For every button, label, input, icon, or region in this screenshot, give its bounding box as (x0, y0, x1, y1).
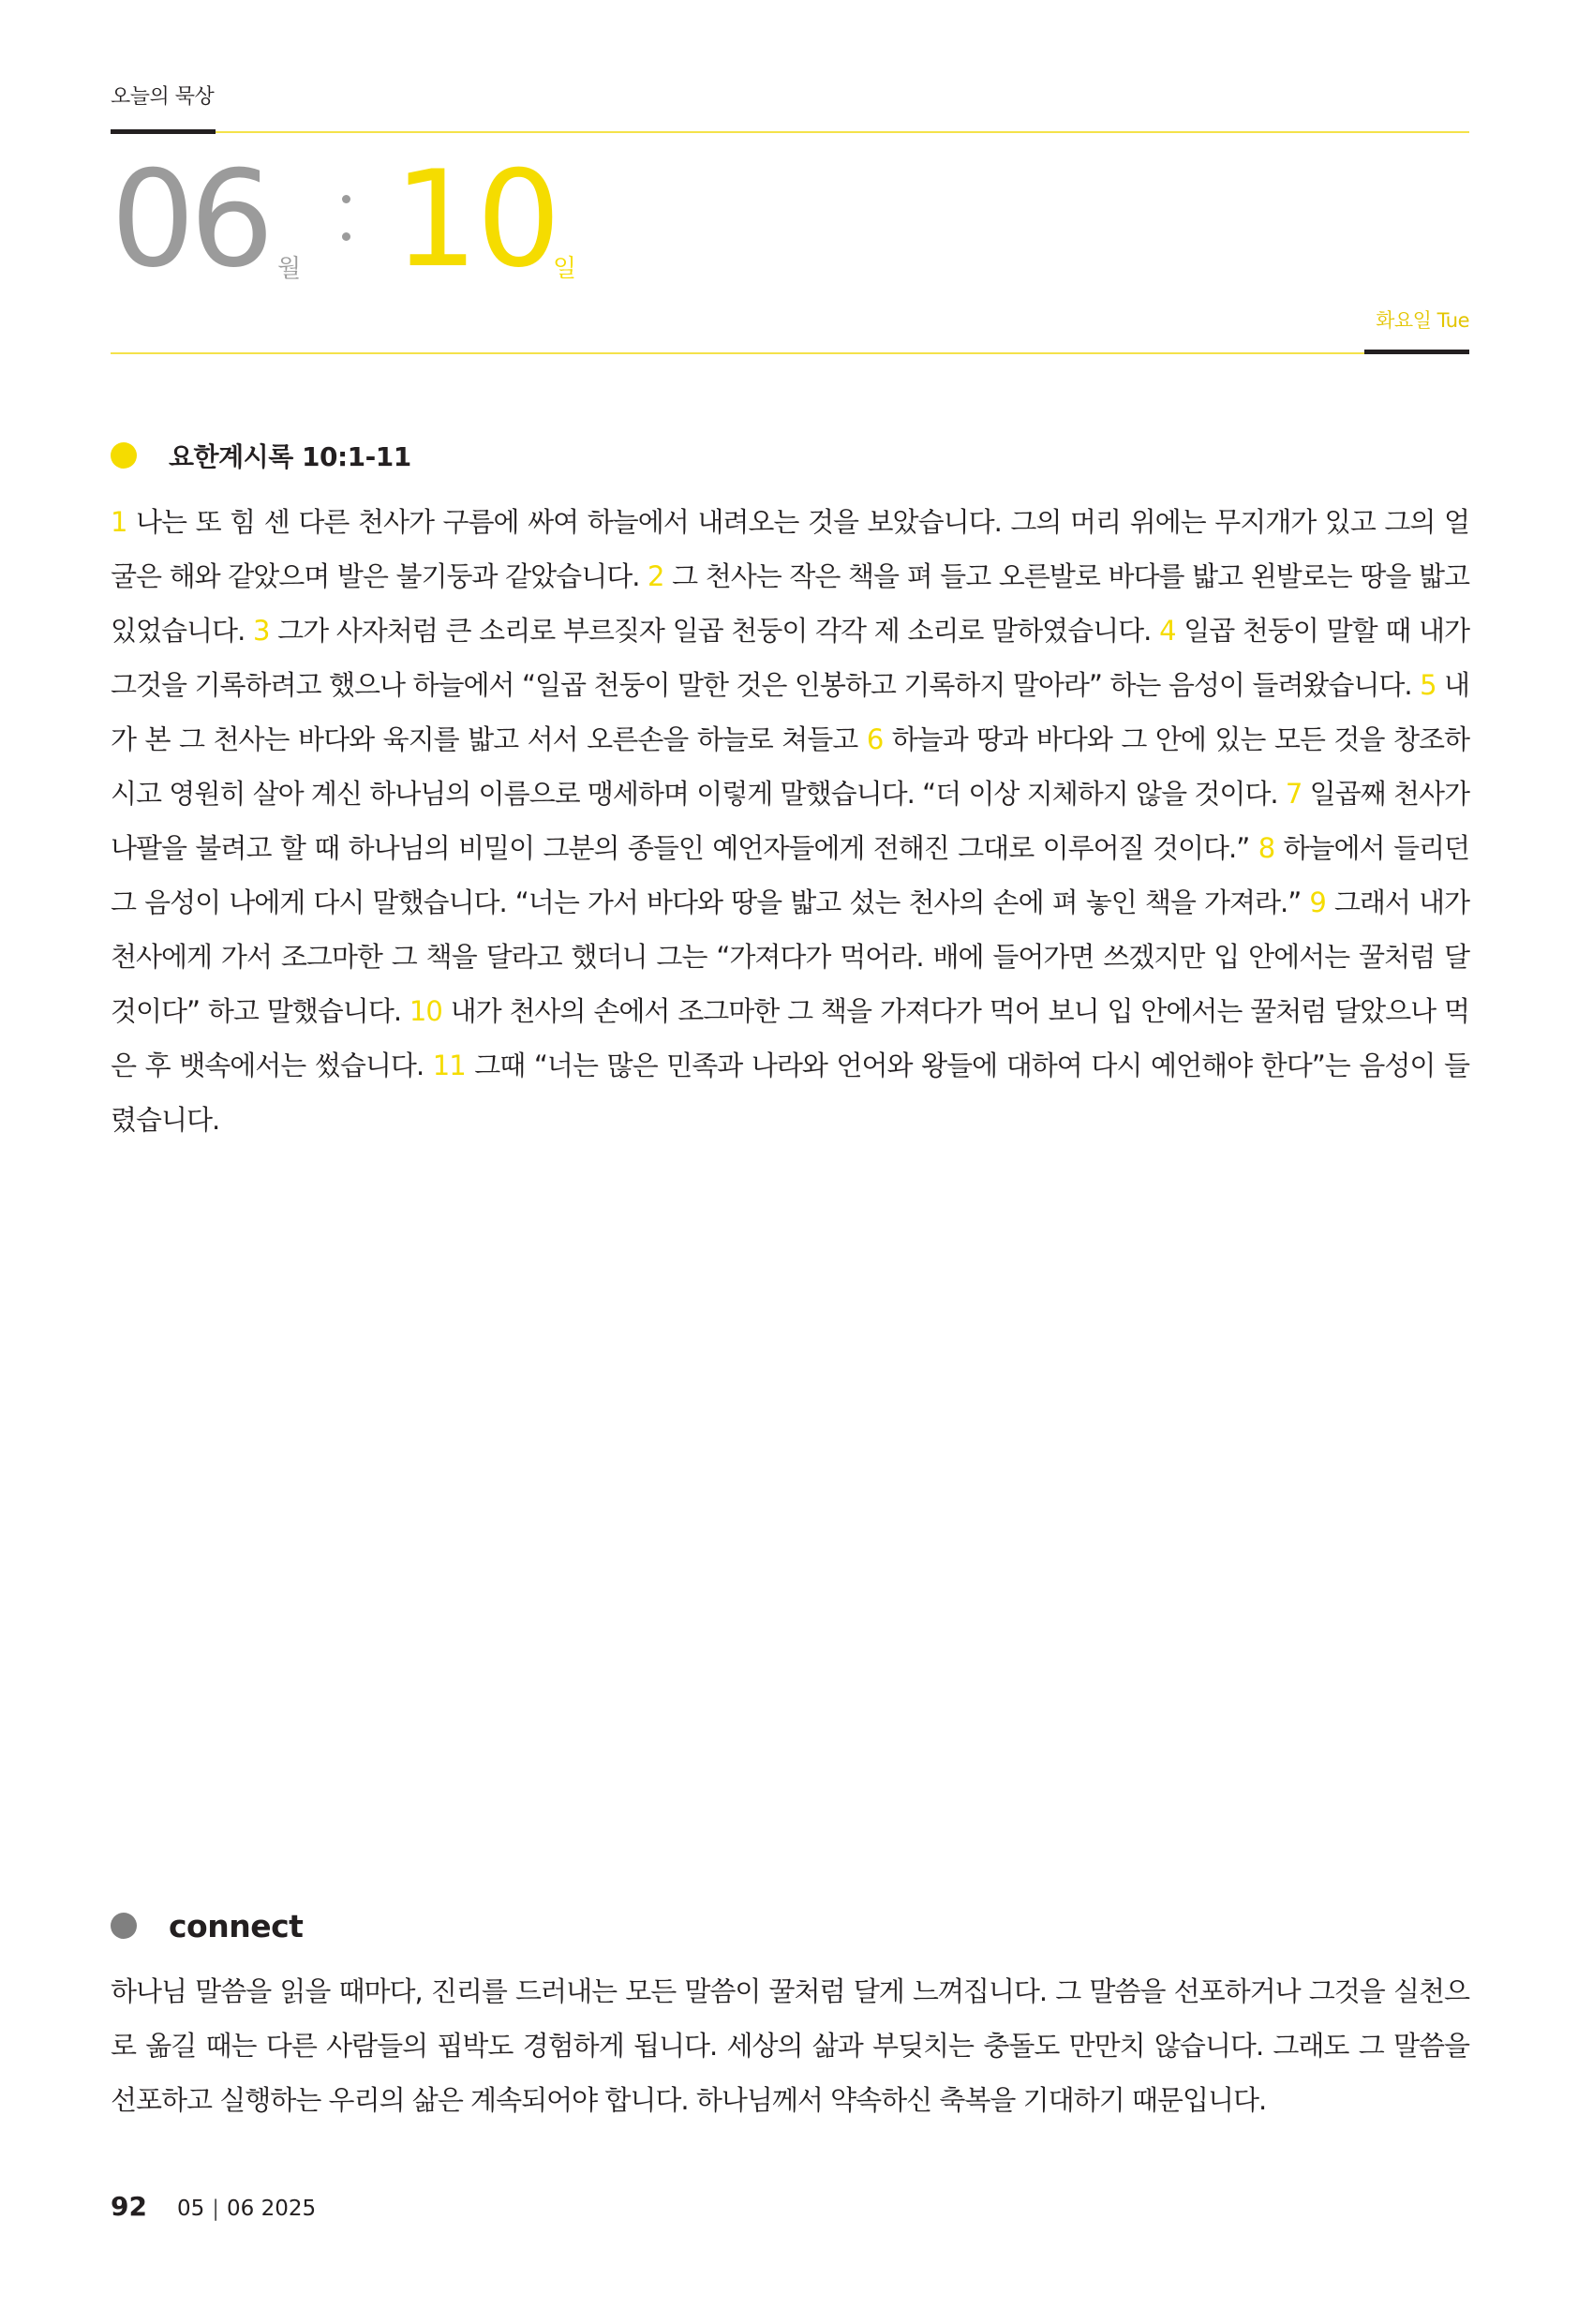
verse-number: 4 (1159, 615, 1176, 647)
bullet-dot-icon (111, 442, 137, 469)
verse-number: 3 (252, 615, 270, 647)
verse-text: 일곱 천둥이 말할 때 내가 그것을 기록하려고 했으나 하늘에서 “일곱 천둥이 말한 것은 인봉하고 기록하지 말아라” 하는 음성이 들려왔습니다. (111, 615, 1470, 701)
scripture-passage (111, 495, 1469, 1147)
header-rule (111, 131, 1469, 133)
day-number: 10 (394, 142, 559, 297)
verse-number: 11 (432, 1050, 466, 1081)
verse-text: 나는 또 힘 센 다른 천사가 구름에 싸여 하늘에서 내려오는 것을 보았습니다. 그의 머리 위에는 무지개가 있고 그의 얼굴은 해와 같았으며 발은 불기둥과 같았습니다. (111, 506, 1469, 592)
issue-info (177, 2197, 316, 2221)
verse-number: 1 (111, 506, 127, 538)
verse-text: 그 천사는 작은 책을 펴 들고 오른발로 바다를 밟고 왼발로는 땅을 밟고 있었습니다. (111, 560, 1470, 647)
month-unit: 월 (277, 255, 302, 283)
day-unit: 일 (553, 255, 577, 283)
verse-number: 8 (1258, 832, 1275, 864)
scripture-heading (111, 437, 411, 474)
verse-number: 7 (1285, 778, 1303, 810)
date-rule-accent (1364, 350, 1469, 354)
header-rule-accent (111, 129, 216, 134)
verse-text: 그때 “너는 많은 민족과 나라와 언어와 왕들에 대하여 다시 예언해야 한다”는 음성이 들렸습니다. (111, 1050, 1469, 1136)
verse-number: 6 (866, 723, 884, 755)
verse-text: 하늘에서 들리던 그 음성이 나에게 다시 말했습니다. “너는 가서 바다와 땅을 밟고 섰는 천사의 손에 펴 놓인 책을 가져라.” (111, 832, 1469, 918)
verse-text: 일곱째 천사가 나팔을 불려고 할 때 하나님의 비밀이 그분의 종들인 예언자들에게 전해진 그대로 이루어질 것이다.” (111, 778, 1469, 864)
scripture-reference: 요한계시록 10:1-11 (169, 441, 411, 472)
issue-months: 05 (176, 2197, 205, 2221)
connect-text: 하나님 말씀을 읽을 때마다, 진리를 드러내는 모든 말씀이 꿀처럼 달게 느껴집니다. 그 말씀을 선포하거나 그것을 실천으로 옮길 때는 다른 사람들의 핍박도 경험하게 됩니다. 세상의 삶과 부딪치는 충돌도 만만치 않습니다. 그래도 그 말씀을 선포하고 실행하는 우리의 삶은 계속되어야 합니다. 하나님께서 약속하신 축복을 기대하기 때문입니다. (111, 1975, 1469, 2116)
date-separator (339, 191, 352, 247)
verse-text: 그가 사자처럼 큰 소리로 부르짖자 일곱 천둥이 각각 제 소리로 말하였습니다. (269, 615, 1160, 647)
verse-number: 5 (1420, 669, 1437, 701)
verse-number: 10 (409, 995, 442, 1027)
date-display (111, 142, 954, 297)
connect-heading (111, 1907, 303, 1944)
issue-separator: | (212, 2197, 219, 2221)
issue-date: 06 2025 (227, 2197, 317, 2221)
date-rule (111, 352, 1469, 354)
page-footer (111, 2191, 316, 2222)
verse-number: 9 (1309, 886, 1326, 918)
page-number: 92 (111, 2191, 147, 2222)
verse-text: 내가 본 그 천사는 바다와 육지를 밟고 서서 오른손을 하늘로 쳐들고 (111, 669, 1470, 755)
verse-text: 그래서 내가 천사에게 가서 조그마한 그 책을 달라고 했더니 그는 “가져다가 먹어라. 배에 들어가면 쓰겠지만 입 안에서는 꿀처럼 달 것이다” 하고 말했습니다. (111, 886, 1469, 1027)
month-number: 06 (111, 142, 269, 297)
verse-text: 하늘과 땅과 바다와 그 안에 있는 모든 것을 창조하시고 영원히 살아 계신 하나님의 이름으로 맹세하며 이렇게 말했습니다. “더 이상 지체하지 않을 것이다. (111, 723, 1469, 810)
verse-text: 내가 천사의 손에서 조그마한 그 책을 가져다가 먹어 보니 입 안에서는 꿀처럼 달았으나 먹은 후 뱃속에서는 썼습니다. (111, 995, 1469, 1081)
section-label: 오늘의 묵상 (111, 85, 215, 109)
verse-number: 2 (648, 560, 664, 592)
connect-title: connect (169, 1907, 304, 1944)
bullet-dot-icon (111, 1913, 137, 1939)
weekday-label: 화요일 Tue (1376, 309, 1469, 332)
